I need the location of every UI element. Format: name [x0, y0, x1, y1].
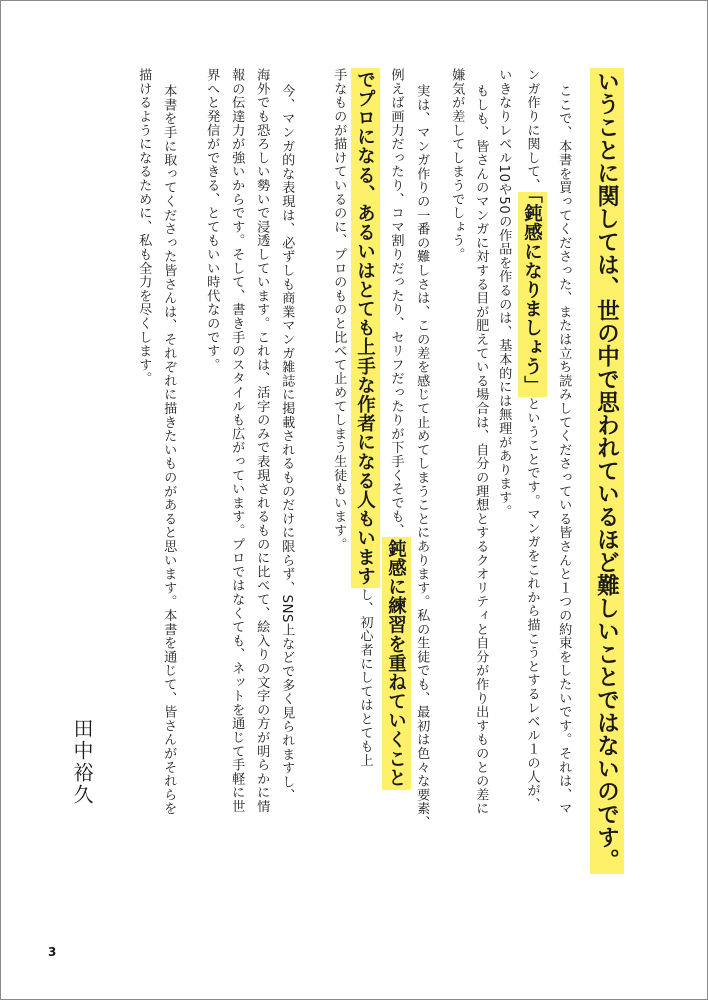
heading-column — [595, 68, 618, 874]
para2-line1: 実は、マンガ作りの一番の難しさは、この差を感じて止めてしまうことにあります。私の生徒でも、最初は色々な要素、 — [414, 84, 430, 830]
para1-highlight: 「鈍感になりましょう」 — [518, 192, 547, 397]
para2-line2-pre: 例えば画力だったり、コマ割りだったり、セリフだったりが下手くそでも、 — [388, 68, 404, 538]
para1-line3: いきなりレベル10や50の作品を作るのは、基本的には無理があります。 — [496, 68, 512, 518]
para3-line2: 海外でも恐ろしい勢いで浸透しています。これは、活字のみで表現されるものに比べて、絵入りの文字の方が明らかに情 — [254, 68, 270, 814]
para2-line4: 手なものが描けているのに、プロのものと比べて止めてしまう生徒もいます。 — [331, 68, 347, 551]
para4-line2: 描けるようになるために、私も全力を尽くします。 — [136, 68, 152, 386]
para3-line4: 界へと発信ができる、とてもいい時代なのです。 — [204, 68, 220, 372]
para2-line3 — [355, 68, 374, 767]
para1-line2 — [522, 68, 541, 811]
para2-line3-post: し、初心者にしてはとても上 — [357, 587, 373, 768]
para2-highlight-2: でプロになる、あるいはとても上手な作者になる人もいます — [351, 68, 380, 588]
para1-line2-pre: ンガ作りに関して、 — [524, 68, 540, 193]
para1-line1: ここで、本書を買ってくださった、または立ち読みしてくださっている皆さんと１つの約束をしたいです。それは、マ — [556, 84, 572, 816]
para1-line2-post: ということです。マンガをこれから描こうとするレベル１の人が、 — [524, 397, 540, 812]
para1-line4: もしも、皆さんのマンガに対する目が肥えている場合は、自分の理想とするクオリティと自分が作り出すものとの差に — [473, 84, 489, 816]
para3-line3: 報の伝達力が強いからです。そして、書き手のスタイルも広がっています。プロではなくても、ネットを通じて手軽に世 — [229, 68, 245, 814]
para2-line2 — [386, 68, 405, 790]
heading-highlight: いうことに関しては、世の中で思われているほど難しいことではないのです。 — [590, 68, 624, 874]
para3-line1: 今、マンガ的な表現は、必ずしも商業マンガ雑誌に掲載されるものだけに限らず、SNS上などで多く見られますし、 — [279, 84, 295, 803]
page-number: 3 — [48, 945, 57, 959]
para2-highlight-1: 鈍感に練習を重ねていくこと — [382, 537, 411, 789]
para1-line5: 嫌気が差してしまうでしょう。 — [449, 68, 465, 262]
author-name: 田中裕久 — [70, 718, 94, 806]
para4-line1: 本書を手に取ってくださった皆さんは、それぞれに描きたいものがあると思います。本書を通じて、皆さんがそれらを — [161, 84, 177, 816]
